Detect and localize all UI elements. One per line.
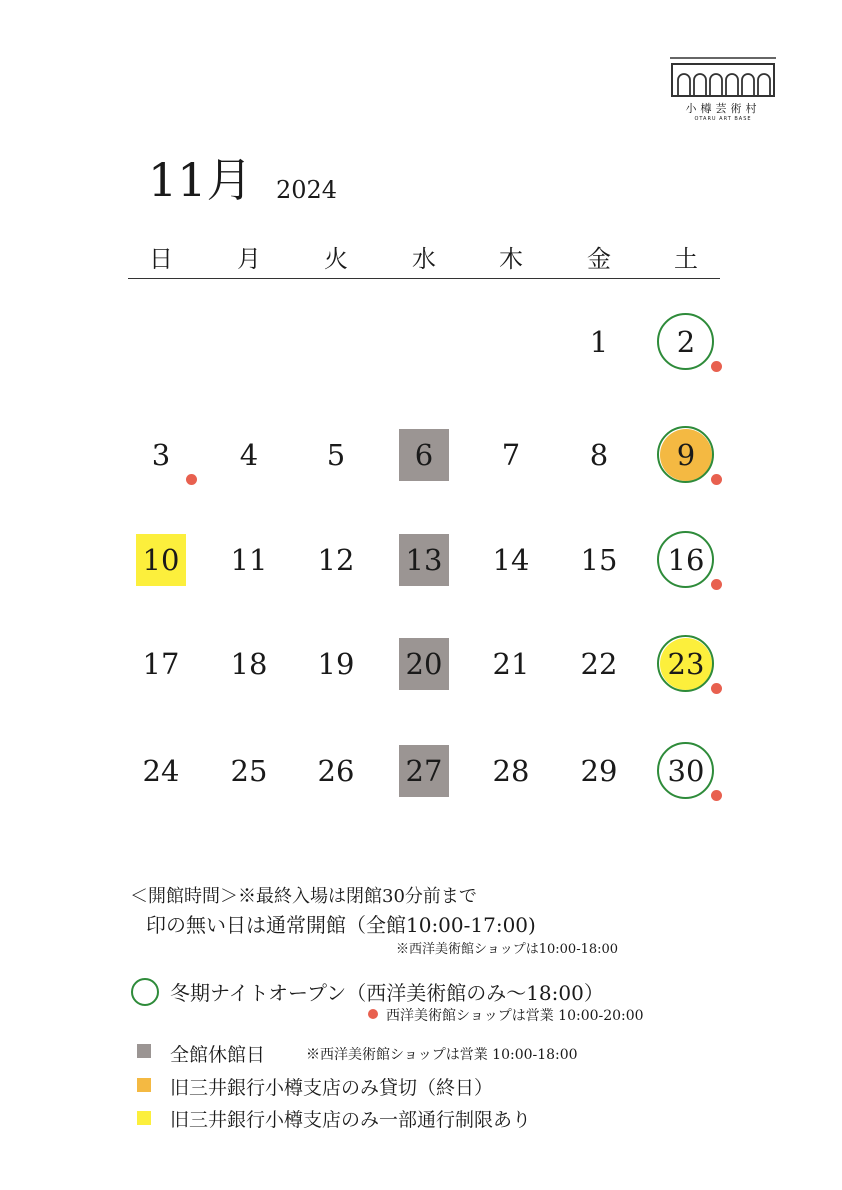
hours-title: ＜開館時間＞※最終入場は閉館30分前まで [130, 886, 477, 907]
day-number: 27 [405, 754, 443, 788]
night-shop-note: 西洋美術館ショップは営業 10:00-20:00 [386, 1008, 644, 1024]
day-number: 29 [580, 754, 618, 788]
closed-shop-note: ※西洋美術館ショップは営業 10:00-18:00 [306, 1047, 578, 1063]
day-number: 16 [667, 543, 705, 577]
day-number: 11 [230, 543, 268, 577]
shop-dot-icon [368, 1009, 378, 1019]
shop-dot [711, 474, 722, 485]
weekday-sun: 日 [149, 245, 173, 273]
shop-dot [711, 683, 722, 694]
shop-dot [711, 361, 722, 372]
day-number: 13 [405, 543, 443, 577]
weekday-sat: 土 [674, 245, 698, 273]
logo-subtitle: OTARU ART BASE [694, 116, 752, 122]
day-number: 15 [580, 543, 618, 577]
day-number: 18 [230, 647, 268, 681]
weekday-thu: 木 [499, 245, 523, 273]
day-number: 24 [142, 754, 180, 788]
weekday-tue: 火 [324, 245, 348, 273]
closed-swatch [137, 1044, 151, 1058]
day-number: 14 [492, 543, 530, 577]
logo-name: 小樽芸術村 [685, 102, 761, 115]
day-number: 25 [230, 754, 268, 788]
shop-dot [186, 474, 197, 485]
year-label: 2024 [276, 176, 338, 204]
day-number: 6 [414, 438, 434, 472]
day-number: 30 [667, 754, 705, 788]
normal-shop-note: ※西洋美術館ショップは10:00-18:00 [396, 942, 619, 957]
day-number: 3 [151, 438, 171, 472]
day-number: 5 [326, 438, 346, 472]
weekday-wed: 水 [412, 245, 436, 273]
restricted-swatch [137, 1111, 151, 1125]
reserved-swatch [137, 1078, 151, 1092]
day-number: 22 [580, 647, 618, 681]
day-number: 17 [142, 647, 180, 681]
day-number: 20 [405, 647, 443, 681]
weekday-mon: 月 [237, 245, 261, 273]
header-rule [128, 278, 720, 279]
day-number: 4 [239, 438, 259, 472]
day-number: 7 [501, 438, 521, 472]
normal-hours-text: 印の無い日は通常開館（全館10:00-17:00) [146, 913, 536, 937]
weekday-fri: 金 [587, 245, 611, 273]
closed-label: 全館休館日 [170, 1044, 266, 1066]
restricted-label: 旧三井銀行小樽支店のみ一部通行制限あり [170, 1109, 532, 1131]
day-number: 21 [492, 647, 530, 681]
reserved-label: 旧三井銀行小樽支店のみ貸切（終日） [170, 1077, 494, 1099]
month-title: 11月 [148, 153, 253, 207]
day-number: 10 [142, 543, 180, 577]
day-number: 2 [676, 325, 696, 359]
day-number: 23 [667, 647, 705, 681]
shop-dot [711, 790, 722, 801]
shop-dot [711, 579, 722, 590]
day-number: 19 [317, 647, 355, 681]
day-number: 8 [589, 438, 609, 472]
night-open-circle-icon [131, 978, 159, 1006]
night-open-label: 冬期ナイトオープン（西洋美術館のみ〜18:00） [170, 981, 604, 1005]
day-number: 28 [492, 754, 530, 788]
day-number: 9 [676, 438, 696, 472]
day-number: 1 [589, 325, 609, 359]
logo [668, 56, 778, 126]
building-icon [668, 56, 778, 100]
day-number: 26 [317, 754, 355, 788]
day-number: 12 [317, 543, 355, 577]
